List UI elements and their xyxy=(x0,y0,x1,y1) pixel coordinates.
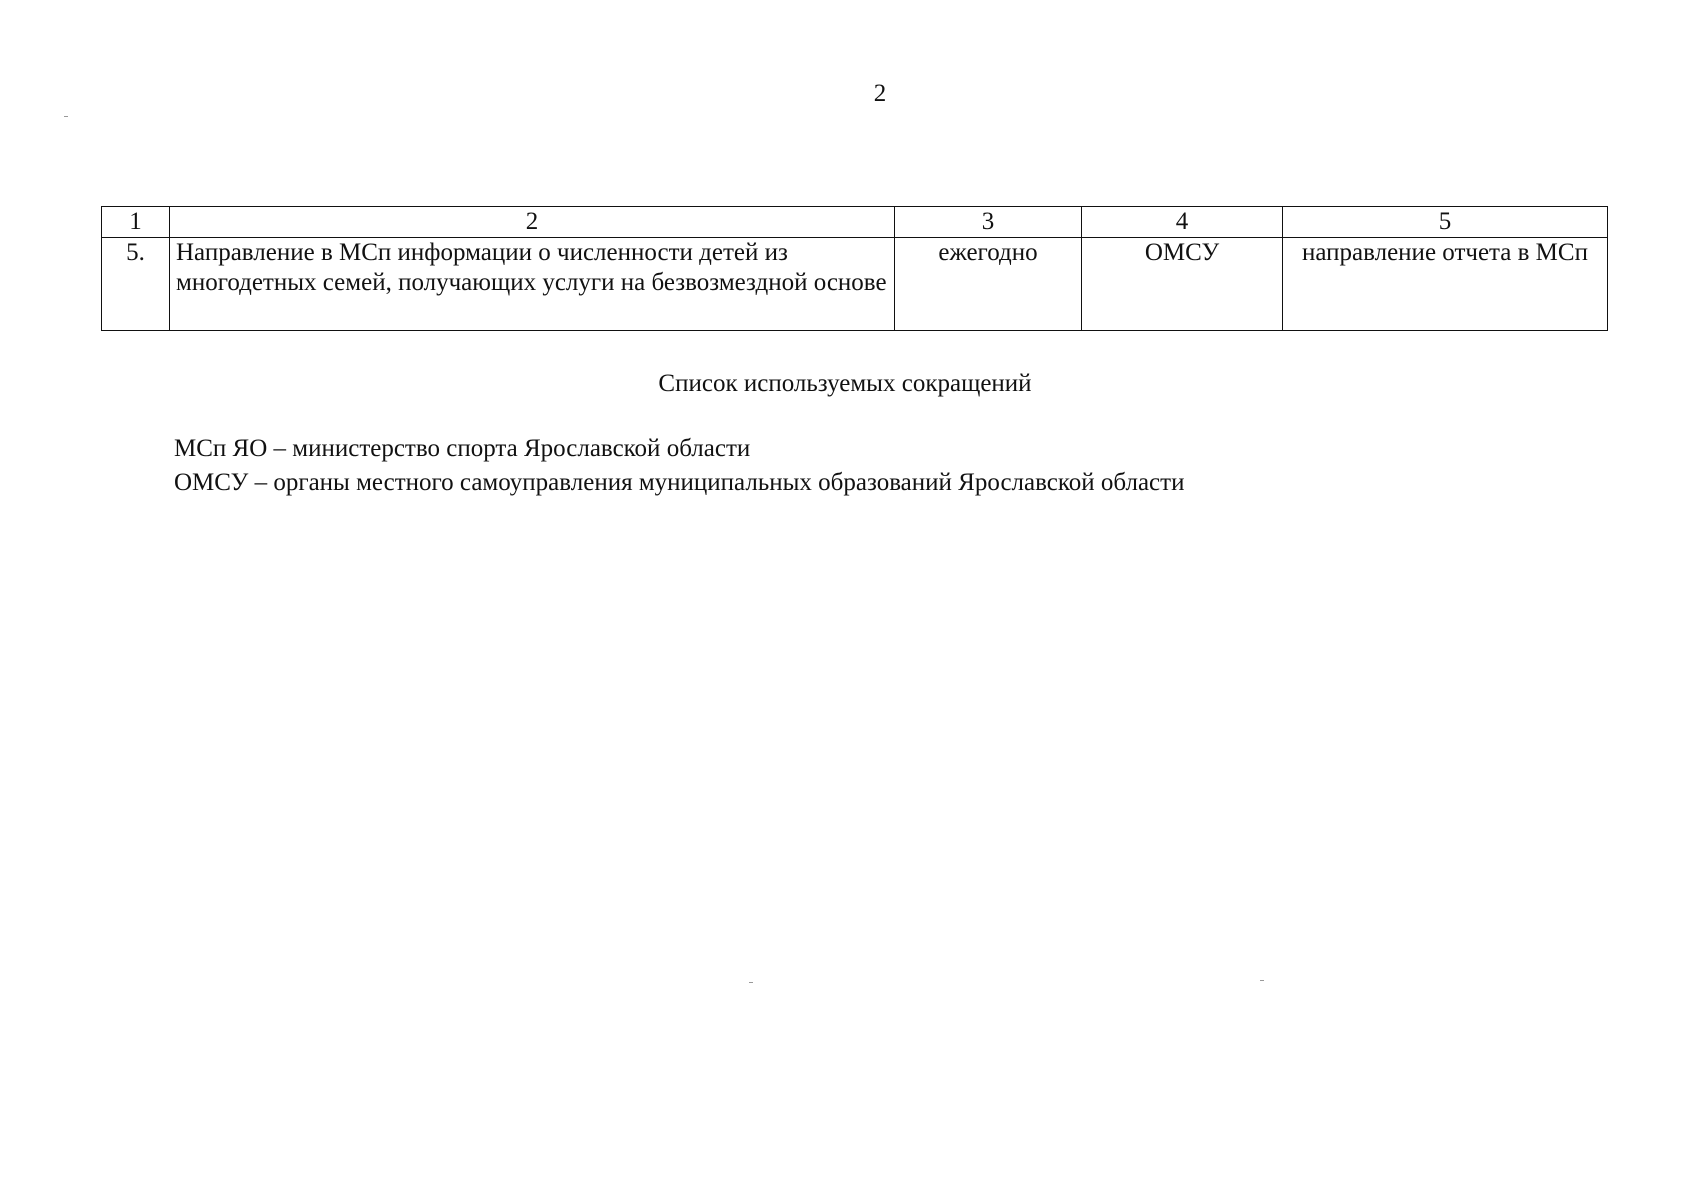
table-header-row xyxy=(102,207,1608,238)
header-cell-1: 1 xyxy=(102,207,170,238)
abbreviations-title: Список используемых сокращений xyxy=(658,370,1032,397)
header-cell-3: 3 xyxy=(895,207,1082,238)
scan-speck xyxy=(64,116,68,117)
table-body xyxy=(102,238,1608,331)
plan-table xyxy=(101,206,1608,331)
row-responsible: ОМСУ xyxy=(1082,238,1283,331)
row-period: ежегодно xyxy=(895,238,1082,331)
row-description: Направление в МСп информации о численности детей из многодетных семей, получающих услуги на безвозмездной основе xyxy=(170,238,895,331)
header-cell-5: 5 xyxy=(1283,207,1608,238)
row-number: 5. xyxy=(102,238,170,331)
table-header xyxy=(102,207,1608,238)
table-row xyxy=(102,238,1608,331)
abbreviation-item: ОМСУ – органы местного самоуправления муниципальных образований Ярославской области xyxy=(174,469,1185,496)
header-cell-2: 2 xyxy=(170,207,895,238)
abbreviation-item: МСп ЯО – министерство спорта Ярославской области xyxy=(174,435,751,462)
scan-speck xyxy=(749,982,753,983)
scan-speck xyxy=(1260,980,1264,981)
header-cell-4: 4 xyxy=(1082,207,1283,238)
row-result: направление отчета в МСп xyxy=(1283,238,1608,331)
page-number: 2 xyxy=(873,80,887,107)
abbreviations-list xyxy=(174,432,1184,500)
